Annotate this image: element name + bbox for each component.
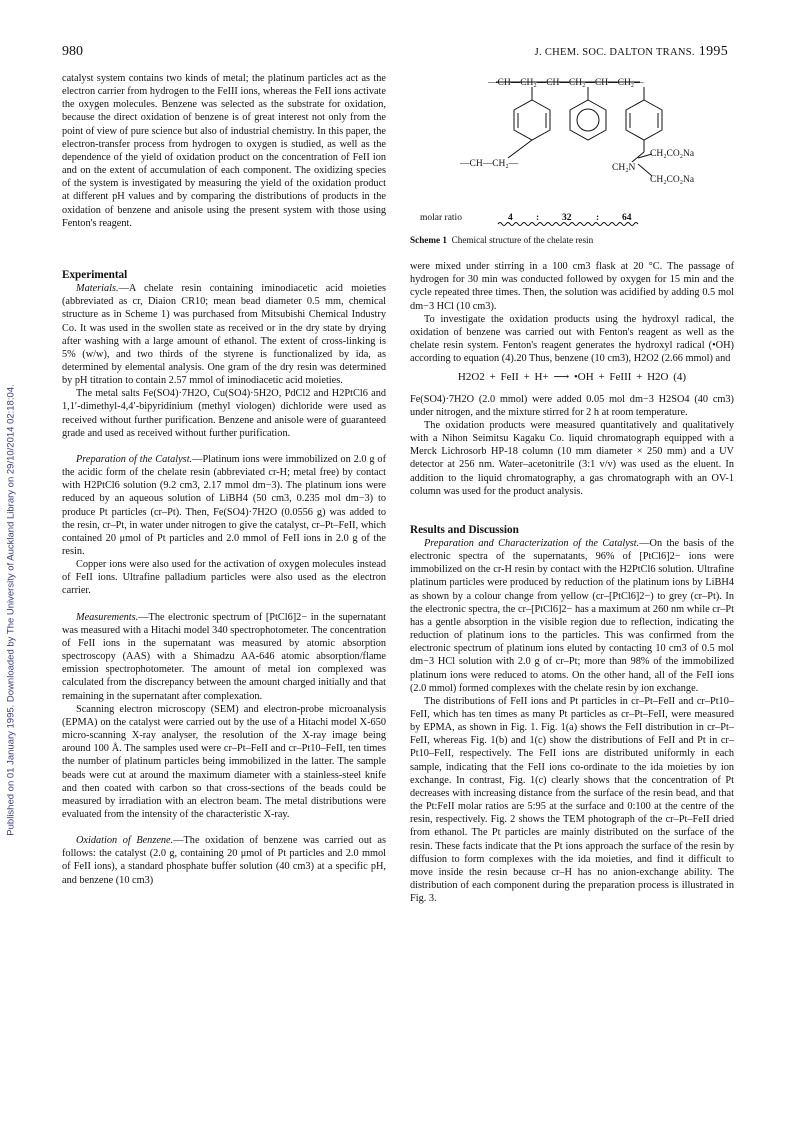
preparation-text: —Platinum ions were immobilized on 2.0 g of the acidic form of the chelate resin (abbreviated cr-H; metal free) by contact with H2PtCl6 solution (9.2 cm3, 2.17 mmol dm−3). The platinum ions were reduced by an aqueous solution of LiBH4 (50 cm3, 0.235 mol dm−3) to produce Pt particles (cr–Pt). Then, Fe(SO4)·7H2O (0.0556 g) was added to the resin, cr–Pt, in water under nitrogen to give the catalyst, cr–Pt–FeII, which contained 20 μmol of Pt particles and 2.0 mmol of FeII ions in 2.0 g of the resin.: [62, 453, 386, 557]
right-column: [410, 72, 734, 905]
chelate-resin-structure: [408, 72, 738, 234]
scheme-caption: [410, 234, 734, 247]
ratio-value-a: 4: [508, 213, 513, 223]
oxidation-paragraph: [62, 834, 386, 887]
left-column: [62, 72, 386, 887]
ratio-sep-1: :: [536, 213, 540, 223]
characterization-paragraph: [410, 537, 734, 695]
scheme-caption-label: Scheme 1: [410, 235, 447, 245]
scheme-caption-text: Chemical structure of the chelate resin: [451, 235, 594, 245]
materials-title: Materials.: [76, 283, 119, 295]
materials-text: —A chelate resin containing iminodiacetic acid moieties (abbreviated as cr, Diaion CR10; mean bead diameter 0.5 mm, chemical structure as in Scheme 1) was purchased from Mitsubishi Chemical Industry Co. It was used in the swollen state as received or in the dry state by drying after washing with a large amount of ethanol. The extent of cross-linking is 5% (w/w), and two thirds of the styrene is functionalized by ida, as determined by elemental analysis. One gram of the dry resin was determined by pH titration to contain 2.57 mmol of iminodiacetic acid moieties.: [62, 283, 386, 387]
metal-salts-paragraph: The metal salts Fe(SO4)·7H2O, Cu(SO4)·5H2O, PdCl2 and H2PtCl6 and 1,1′-dimethyl-4,4′-bipyridinium (methyl viologen) dichloride were used as received without further purification. Benzene and anisole were of guaranteed grade and used as received without further purification.: [62, 388, 386, 439]
intro-paragraph: catalyst system contains two kinds of metal; the platinum particles act as the electron carrier from hydrogen to the FeIII ions, whereas the FeII ions activate the oxygen molecules. Benzene was selected as the substrate for oxidation, because the direct oxidation of benzene is of great interest not only from the point of view of pure science but also of industrial chemistry. In this paper, the electron-transfer process from hydrogen to oxygen is studied, as well as the dependence of the yield of oxidation product on the concentration of FeII ion and on the extent of accumulation of each component. The oxidizing species of the system is investigated by measuring the yield of the oxidation product at different pH values and by comparing the distributions of products in the oxidation of benzene and anisole using the present system with those using Fenton's reagent.: [62, 73, 386, 229]
page-number: 980: [62, 44, 83, 59]
svg-text:CH₂N: CH₂N: [612, 163, 636, 173]
characterization-title: Preparation and Characterization of the Catalyst.: [424, 537, 640, 549]
sidebar-text[interactable]: Published on 01 January 1995. Downloaded by The University of Auckland Library on 29/10/2014 02:18:04.: [5, 384, 17, 836]
ratio-sep-2: :: [596, 213, 600, 223]
scheme-1-structure: [410, 72, 734, 234]
characterization-text: —On the basis of the electronic spectra of the supernatants, 96% of [PtCl6]2− ions were immobilized on the cr-H resin by contact with the H2PtCl6 solution. Ultrafine platinum particles were produced by reduction of the platinum ions by LiBH4 as shown by a colour change from yellow (cr–[PtCl6]2−) to grey (cr–Pt). In the electronic spectra, the cr–[PtCl6]2− has a maximum at 260 nm while cr–Pt has a gentle absorption in the visible region due to reflection, indicating the reduction of platinum ions to the particles. This was confirmed from the electronic spectrum of platinum ions eluted by contacting 10 cm3 of 0.5 mol dm−3 HCl solution with 2.0 g of cr–Pt; more than 98% of the immobilized platinum ions were reduced to atoms. On the other hand, all of the FeII ions (2.0 mmol) formed complexes with the chelate resin by ion exchange.: [410, 537, 734, 694]
ratio-value-c: 64: [622, 213, 632, 223]
svg-text:CH₂CO₂Na: CH₂CO₂Na: [650, 175, 695, 185]
journal-header: [535, 44, 728, 60]
distribution-paragraph: The distributions of FeII ions and Pt particles in cr–Pt–FeII and cr–Pt10–FeII, which has ten times as many Pt particles as cr–Pt–FeII, were measured by EPMA, as shown in Fig. 1. Fig. 1(a) shows the FeII distribution in cr–Pt–FeII, whereas Fig. 1(b) and 1(c) show the distributions of FeII and Pt in cr–Pt10–FeII, respectively. The FeII ions are distributed uniformly in each sample, indicating that the FeII ions co-ordinate to the ida moieties by ion exchange. In contrast, Fig. 1(c) clearly shows that the concentration of Pt decreases with increasing distance from the surface of the resin bead, and that the Pt:FeII molar ratios are 5:95 at the surface and 0:100 at the centre of the resin, respectively. Fig. 2 shows the TEM photograph of the cr–Pt–FeII dried from ethanol. The Pt particles are mainly distributed on the surface of the resin. These facts indicate that the Pt ions approach the surface of the resin by diffusion to form complexes with the ida moieties, and find it difficult to move inside the resin because cr–H has no anion-exchange ability. The distribution of each component during the preparation process is illustrated in Fig. 3.: [410, 695, 734, 905]
svg-text:—CH—CH₂—CH—CH₂—CH—CH₂—: —CH—CH₂—CH—CH₂—CH—CH₂—: [488, 78, 644, 88]
journal-name: J. CHEM. SOC. DALTON TRANS.: [534, 47, 695, 58]
equation-4: H2O2 + FeII + H+ ⟶ •OH + FeIII + H2O (4): [457, 371, 687, 384]
measurements-text: —The electronic spectrum of [PtCl6]2− in the supernatant was measured with a Hitachi model 340 spectrophotometer. The concentration of FeII ions in the supernatant was measured by atomic absorption spectroscopy (AAS) with a Shimadzu AA-646 atomic absorption/flame emission spectrophotometer. The amount of metal ion complexed was calculated from the discrepancy between the amount charged initially and that remaining in the supernatant after complexation.: [62, 611, 386, 702]
measurements-title: Measurements.: [76, 611, 139, 623]
preparation-title: Preparation of the Catalyst.: [76, 453, 193, 465]
fe-paragraph: Fe(SO4)·7H2O (2.0 mmol) were added 0.05 mol dm−3 H2SO4 (40 cm3) under nitrogen, and the mixture stirred for 2 h at room temperature.: [410, 393, 734, 418]
sem-paragraph: Scanning electron microscopy (SEM) and electron-probe microanalysis (EPMA) on the catalyst were carried out by the use of a Hitachi model X-650 micro-scanning X-ray analyser, the resolution of the X-ray image being around 100 Å. The samples used were cr–Pt–FeII and cr–Pt10–FeII, ten times the number of platinum particles being immobilized in the latter. The sample beads were cut at around the maximum diameter with a stainless-steel knife and then coated with carbon so that cross-sections of the beads could be measured by irradiation with an electron beam. The metal distributions were evaluated from the intensity of the characteristic X-ray.: [62, 703, 386, 820]
products-paragraph: The oxidation products were measured quantitatively and qualitatively with a Nihon Seimitsu Kagaku Co. liquid chromatograph equipped with a Merck Lichrosorb HP-18 column (10 mm diameter × 250 mm) and a UV detector at 256 nm. Water–acetonitrile (3:1 v/v) was used as the eluent. In addition to the liquid chromatography, a gas chromatograph with an OV-1 column was used for the product analysis.: [410, 419, 734, 497]
ratio-value-b: 32: [562, 213, 572, 223]
oxidation-text: —The oxidation of benzene was carried out as follows: the catalyst (2.0 g, containing 20 μmol of Pt particles and 2.0 mmol of FeII ions), a standard phosphate buffer solution (40 cm3) at a specific pH, and benzene (10 cm3): [62, 835, 386, 886]
publication-sidebar: [4, 250, 18, 970]
molar-ratio-label: molar ratio: [420, 213, 462, 223]
mixed-paragraph: were mixed under stirring in a 100 cm3 flask at 20 °C. The passage of hydrogen for 30 min was conducted followed by oxygen for 15 min and the cycle repeated three times. Then, the solution was acidified by adding 0.5 mol dm−3 HCl (10 cm3).: [410, 261, 734, 312]
results-heading: Results and Discussion: [410, 523, 519, 536]
experimental-heading: Experimental: [62, 268, 128, 281]
investigate-paragraph: To investigate the oxidation products using the hydroxyl radical, the oxidation of benzene was carried out with Fenton's reagent as well as the chelate resin system. Fenton's reagent generates the hydroxyl radical (•OH) according to equation (4).20 Thus, benzene (10 cm3), H2O2 (2.66 mmol) and: [410, 313, 734, 365]
preparation-paragraph: [62, 453, 386, 558]
svg-text:CH₂CO₂Na: CH₂CO₂Na: [650, 149, 695, 159]
journal-year: 1995: [698, 44, 728, 59]
materials-paragraph: [62, 282, 386, 387]
svg-text:—CH—CH₂—: —CH—CH₂—: [460, 159, 519, 169]
measurements-paragraph: [62, 611, 386, 703]
oxidation-title: Oxidation of Benzene.: [76, 835, 174, 847]
copper-paragraph: Copper ions were also used for the activation of oxygen molecules instead of FeII ions. Ultrafine palladium particles were also used as the electron carrier.: [62, 559, 386, 597]
